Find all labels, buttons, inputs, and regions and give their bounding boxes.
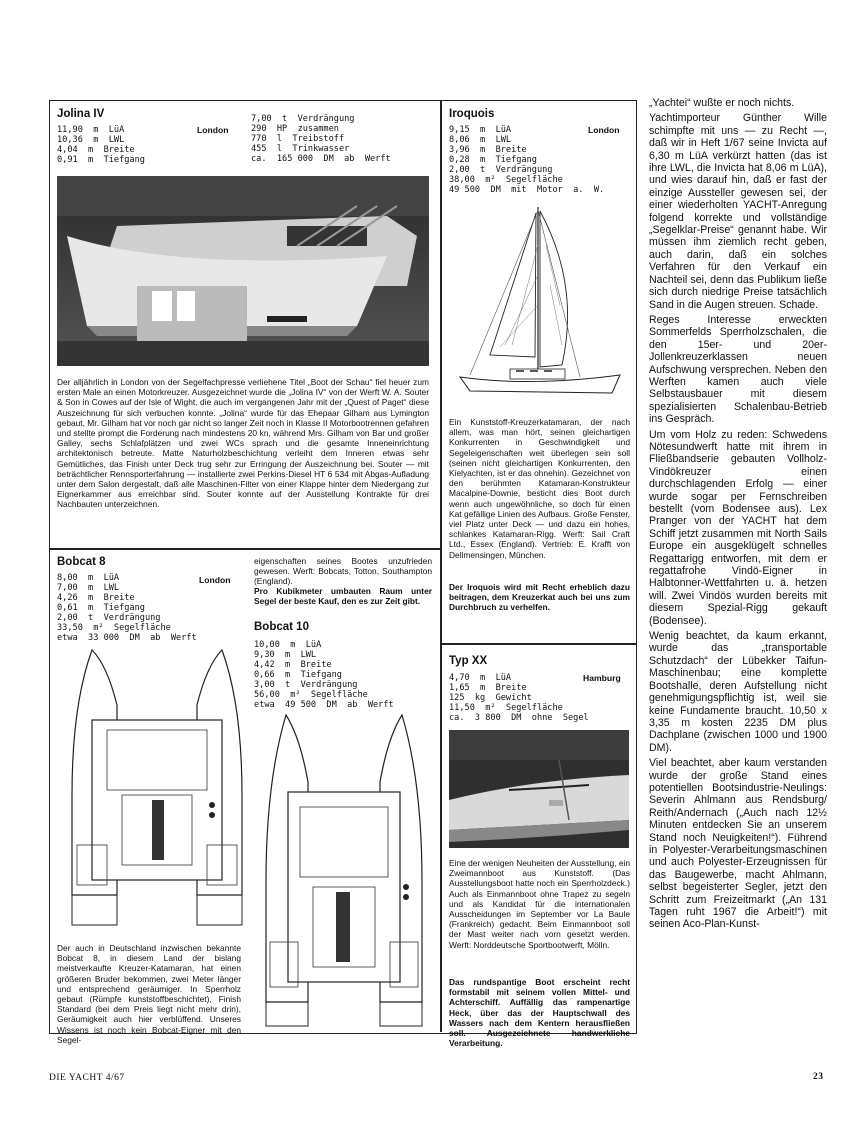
iroquois-sail-drawing (450, 205, 630, 405)
magazine-footer: DIE YACHT 4/67 (49, 1073, 125, 1083)
iroquois-text: Ein Kunststoff-Kreuzerkatamaran, der nach allem, was man hört, seinen gleichartigen Konkurrenten in Geschwindigkeit und Segeleigenschaften weit überlegen sein soll (seinen nicht gleichartigen Konkurrenten, den Kielyachten, ist er das ohnehin). Gezeichnet von den berühmten Katamaran-Konstrukteur Macalpine-Downie, besticht dies Boot durch wenn auch ungewöhnliche, so doch für einen Kat gefällige Linien des Aufbaus. Große Fenster, viel Platz unter Deck — und dazu ein hohes, schlankes Katamaran-Rigg. Werft: Sail Craft Ltd., Essex (England). Vertrieb: E. Krafft von Dellmensingen, München. (449, 417, 630, 560)
column-divider (440, 100, 442, 1032)
typxx-text: Eine der wenigen Neuheiten der Ausstellung, ein Zweimannboot aus Kunststoff. (Das Ausstellungsboot hatte noch ein Sperrholzdeck.) Auch als Einmannboot ohne Trapez zu segeln und als Kandidat für die internationalen Ausscheidungen im September vor La Baule (Frankreich) gedacht. Beim Einmannboot soll der Mast weiter nach vorn gesetzt werden. Werft: Norddeutsche Sportbootwerft, Mölln. (449, 858, 630, 950)
right-column-text (649, 97, 827, 934)
column-paragraph: „Yachtei“ wußte er noch nichts. (649, 97, 795, 109)
bobcat10-title: Bobcat 10 (254, 621, 309, 633)
section-divider (49, 548, 441, 550)
bobcat8-specs: 8,00 m LüA 7,00 m LWL 4,26 m Breite 0,61 m Tiefgang 2,00 t Verdrängung 33,50 m² Segelfläche etwa 33 000 DM ab Werft (57, 573, 197, 643)
typxx-photo (449, 730, 629, 848)
bobcat10-verdict: Pro Kubikmeter umbauten Raum unter Segel der beste Kauf, den es zur Zeit gibt. (254, 586, 432, 607)
jolina-specs-left: 11,90 m LüA 10,36 m LWL 4,04 m Breite 0,91 m Tiefgang (57, 125, 145, 165)
jolina-specs-right: 7,00 t Verdrängung 290 HP zusammen 770 l Treibstoff 455 l Trinkwasser ca. 165 000 DM ab Werft (251, 114, 391, 164)
bobcat10-intro: eigenschaften seines Bootes unzufrieden gewesen. Werft: Bobcats, Totton, Southampton (England). (254, 556, 432, 587)
jolina-title: Jolina IV (57, 108, 105, 120)
page-number: 23 (813, 1072, 824, 1082)
bobcat10-deck-plan (258, 712, 430, 1030)
bobcat8-deck-plan (62, 645, 252, 935)
iroquois-title: Iroquois (449, 108, 495, 120)
column-paragraph: Reges Interesse erweckten Sommerfelds Sperrholzschalen, die den 15er- und 20er-Jollenkreuzerklassen neuen Aufschwung versprechen. Neben den Werften kamen auch viele Selbstausbauer mit diesem spezialisierten Schalenbau-Betrieb ins Gespräch. (649, 313, 827, 426)
iroquois-verdict: Der Iroquois wird mit Recht erheblich dazu beitragen, dem Kreuzerkat auch bei uns zum Durchbruch zu verhelfen. (449, 582, 630, 613)
iroquois-specs: 9,15 m LüA 8,06 m LWL 3,96 m Breite 0,28 m Tiefgang 2,00 t Verdrängung 38,00 m² Segelfläche 49 500 DM mit Motor a. W. (449, 125, 605, 195)
bobcat10-specs: 10,00 m LüA 9,30 m LWL 4,42 m Breite 0,66 m Tiefgang 3,00 t Verdrängung 56,00 m² Segelfläche etwa 49 500 DM ab Werft (254, 640, 394, 710)
column-paragraph: Viel beachtet, aber kaum verstanden wurde der große Stand eines potentiellen Bootsindustrie-Neulings: Severin Ahlmann aus Rendsburg/ Reith/Andernach („Auch nach 12½ Minuten entdecken Sie an unserem Stand noch Neuigkeiten!“). Führend in Polyester-Verarbeitungsmaschinen und auch Polyester-Erzeugnissen für das Baugewerbe, macht Ahlmann, selbst begeisterter Segler, jetzt den Schritt zum Freizeitmarkt („An 131 Tagen ruht 1967 die Arbeit!“) mit seinen Aco-Plan-Kunst- (649, 757, 827, 931)
bobcat8-city: London (199, 575, 231, 585)
typxx-specs: 4,70 m LüA 1,65 m Breite 125 kg Gewicht 11,50 m² Segelfläche ca. 3 800 DM ohne Segel (449, 673, 589, 723)
column-paragraph: Um vom Holz zu reden: Schwedens Nötesundwerft hatte mit ihrem in Fließbandserie gebauten Vollholz-Vindökreuzer einen durchschlagenden Erfolg — einer wurde sogar per Fernschreiben bestellt (vom Bodensee aus). Lex Pranger von der YACHT hat dem Schiff jetzt zusammen mit North Sails Europe ein ausgeklügelt schnelles Regattarigg entworfen, mit dem er regattafrohe Vindö-Eigner in Halbtonner-Wettfahrten u. ä. hetzen will. Zwei Vindös wurden bereits mit diesem Spezial-Rigg gekauft (Bodensee). (649, 428, 827, 627)
bobcat8-text: Der auch in Deutschland inzwischen bekannte Bobcat 8, in diesem Land der bislang meistverkaufte Kreuzer-Katamaran, hat einen größeren Bruder bekommen, zwei Meter länger und entsprechend geräumiger. In Sperrholz gebaut (Rümpfe kunststoffbeschichtet), Finish Standard (bei dem Preis liegt nicht mehr drin), Geräumigkeit auch hier verblüffend. Unseres Wissens ist noch kein Bobcat-Eigner mit den Segel- (57, 943, 241, 1045)
iroquois-city: London (588, 125, 620, 135)
jolina-photo (57, 176, 429, 366)
typxx-title: Typ XX (449, 655, 488, 667)
jolina-text: Der alljährlich in London von der Segelfachpresse verliehene Titel „Boot der Schau“ fiel heuer zum ersten Male an einen Motorkreuzer. Ausgezeichnet wurde die „Jolina IV“ von der Werft W. A. Souter & Son in Cowes auf der Isle of Wight, die auch im vergangenen Jahr mit der „Quest of Paget“ diese Auszeichnung für sich verbuchen konnte. „Jolina“ wurde für das Ehepaar Gilham aus Lymington gebaut, Mr. Gilham hat vor noch gar nicht so langer Zeit noch in Klasse II Motorbootrennen gefahren und stellte prompt die Forderung nach mindestens 20 kn, während Mrs. Gilham von Bar und großer Galley, sechs Schlafplätzen und zwei WCs sprach und die gesamte Inneneinrichtung architektonisch betreute. Matte Naturholzbeschichtung verleiht dem Inneren etwas sehr Gemütliches, das Finish unter Deck trug sehr zur Erringung der Auszeichnung bei. Souter — mit beträchtlicher Rennsporterfahrung — installierte zwei Perkins-Diesel HT 6 534 mit Abgas-Aufladung unter dem Salon dergestalt, daß alle Maschinen-Filter von einer Klappe hinter dem Niedergang zur Eignerkammer aus erreichbar sind. Souter konnte auf der Ausstellung Kontrakte für drei Nachbauten unterzeichnen. (57, 377, 429, 510)
typxx-city: Hamburg (583, 673, 621, 683)
jolina-city: London (197, 125, 229, 135)
bobcat8-title: Bobcat 8 (57, 556, 106, 568)
column-paragraph: Yachtimporteur Günther Wille schimpfte mit uns — zu Recht —, daß wir in Heft 1/67 seine Invicta auf 6,30 m LüA verkürzt hatten (das ist ihre LWL, die Invicta hat 8,06 m LüA), und wies darauf hin, daß er fast der einzige Aussteller gewesen sei, der einer wiederholten YACHT-Anregung folgend korrekte und vollständige „Segelklar-Preise“ genannt habe. Wir müssen ihm ziemlich recht geben, auch darin, daß ein solches Verfahren für den Verkauf ein Nachteil sei, denn das Publikum ließe sich durch niedrige Preise tatsächlich Sand in die Augen streuen. Schade. (649, 112, 827, 311)
typxx-verdict: Das rundspantige Boot erscheint recht formstabil mit seinem vollen Mittel- und Achterschiff. Auffällig das rampenartige Heck, über das der Hauptschwall des Wassers nach dem Kentern herausfließen soll. Ausgezeichnete handwerkliche Verarbeitung. (449, 977, 630, 1049)
section-divider (440, 643, 636, 645)
column-paragraph: Wenig beachtet, da kaum erkannt, wurde das „transportable Schutzdach“ der Lübekker Taifun-Maschinenbau; eine komplette Bootshalle, deren Aufstellung nicht genehmigungspflichtig ist, weil sie keine Fundamente braucht. 10,50 x 3,35 m kosten 2235 DM plus Dachplane (zwischen 1000 und 1900 DM). (649, 630, 827, 754)
